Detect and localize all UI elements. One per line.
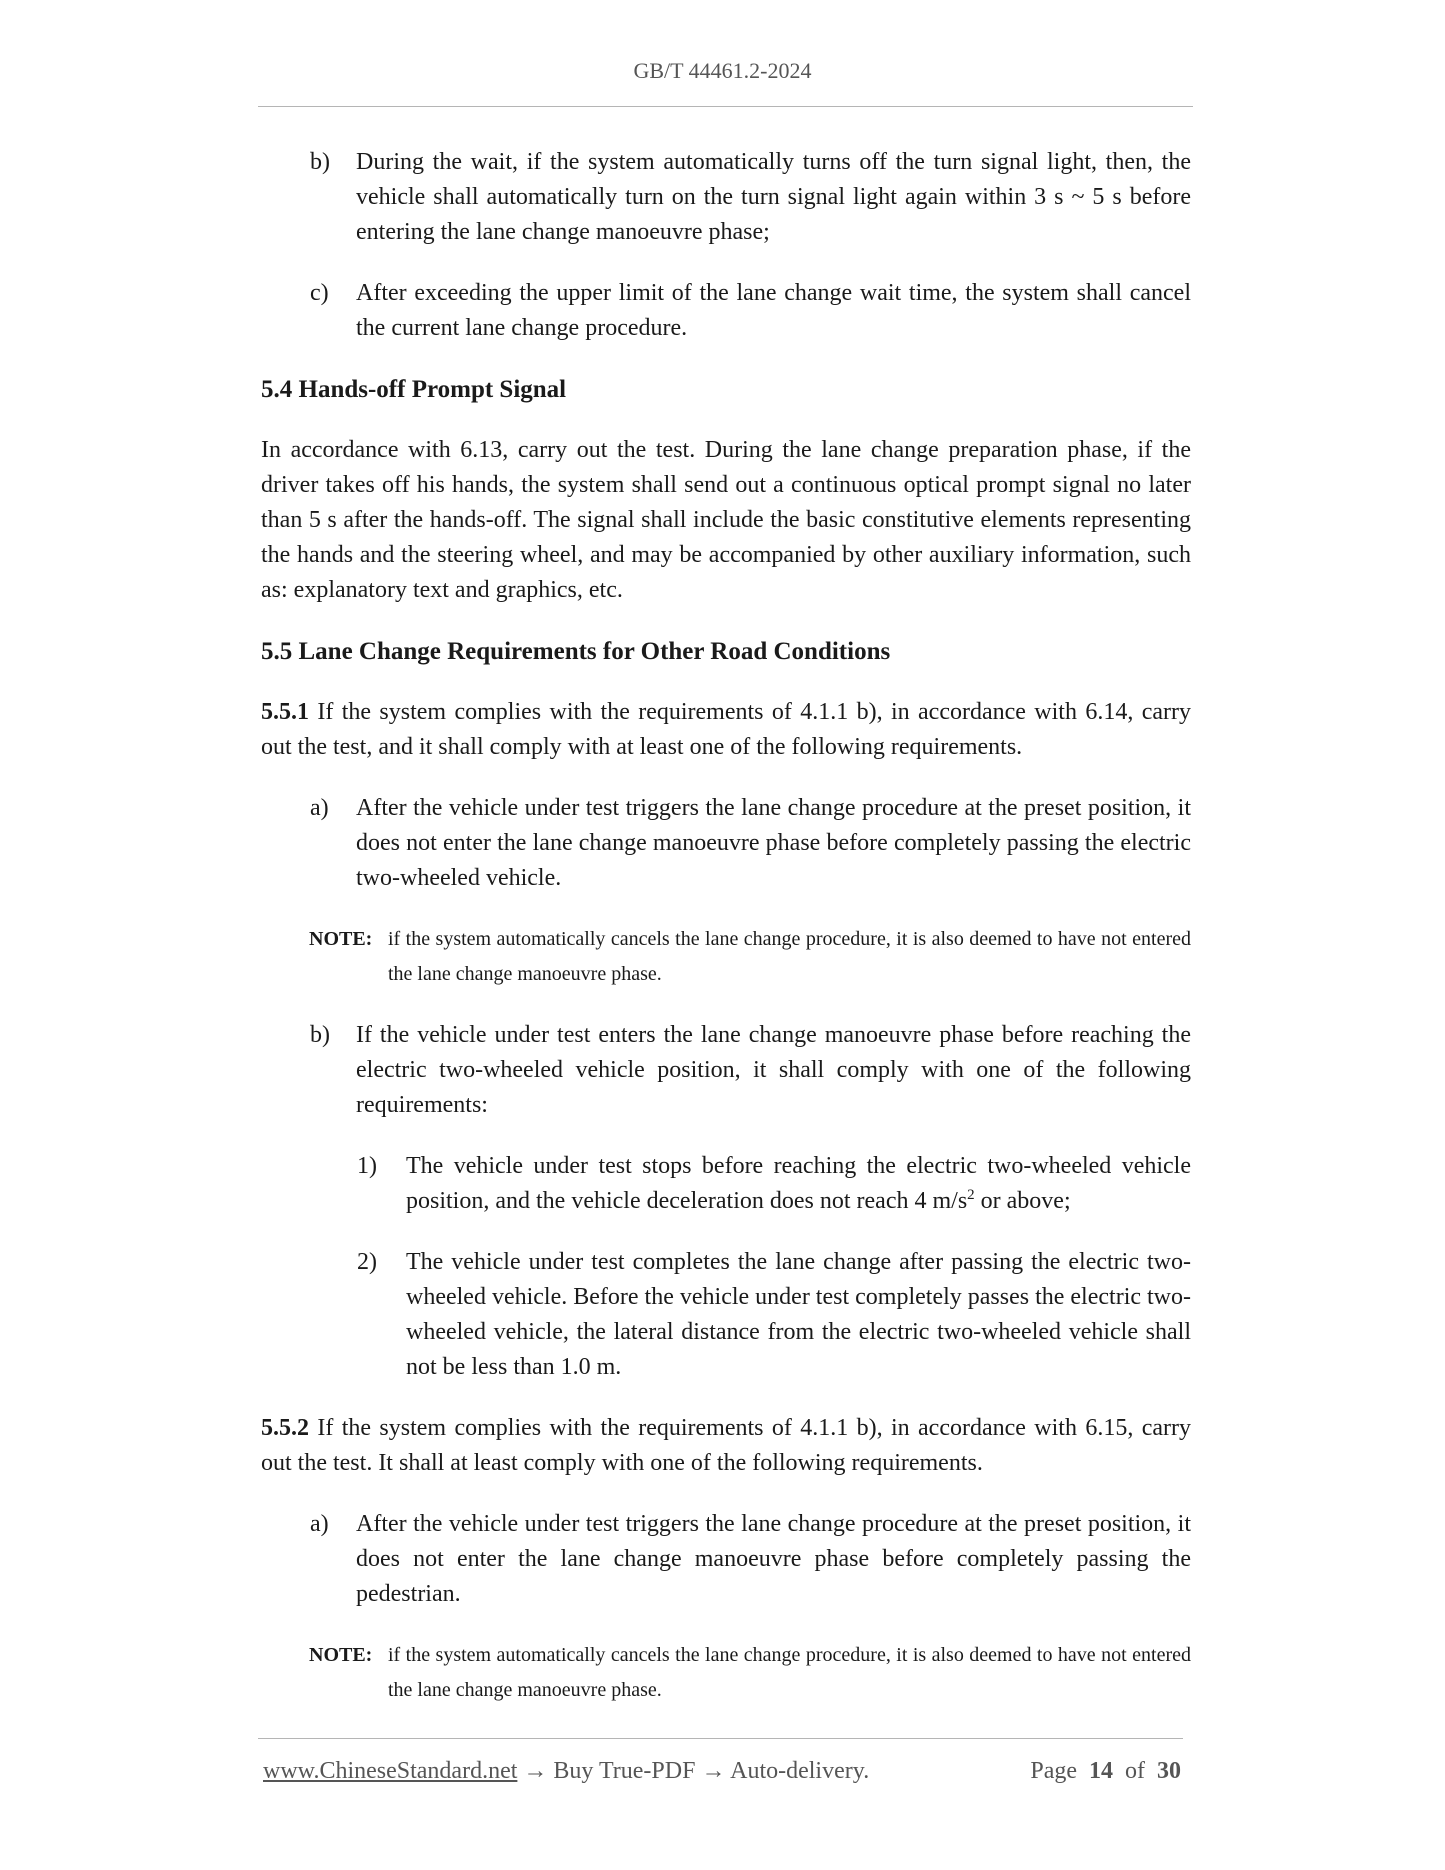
clause-text: If the system complies with the requirements of 4.1.1 b), in accordance with 6.14, carry out the test, and it shall comply with at least one of the following requirements. bbox=[261, 699, 1191, 760]
list-item-a bbox=[261, 791, 1191, 896]
footer-divider bbox=[258, 1738, 1183, 1739]
list-text: After exceeding the upper limit of the lane change wait time, the system shall cancel the current lane change procedure. bbox=[356, 280, 1191, 341]
sublist-text: The vehicle under test stops before reaching the electric two-wheeled vehicle position, and the vehicle deceleration does not reach 4 m/s bbox=[406, 1153, 1191, 1214]
of-word: of bbox=[1125, 1758, 1145, 1784]
page-footer bbox=[263, 1758, 1181, 1785]
list-label: c) bbox=[310, 280, 329, 306]
note-text: if the system automatically cancels the lane change procedure, it is also deemed to have not entered the lane change manoeuvre phase. bbox=[388, 928, 1191, 985]
list-text: If the vehicle under test enters the lane change manoeuvre phase before reaching the electric two-wheeled vehicle position, it shall comply with one of the following requirements: bbox=[356, 1022, 1191, 1118]
sublist-item-2 bbox=[261, 1245, 1191, 1385]
list-label: b) bbox=[310, 1022, 330, 1048]
note-label: NOTE: bbox=[309, 928, 373, 950]
list-label: a) bbox=[310, 795, 329, 821]
list-item-c bbox=[261, 276, 1191, 346]
sublist-item-1 bbox=[261, 1149, 1191, 1219]
section-5-4-heading: 5.4 Hands-off Prompt Signal bbox=[261, 376, 567, 403]
page-word: Page bbox=[1030, 1758, 1077, 1784]
section-5-4-text: In accordance with 6.13, carry out the test. During the lane change preparation phase, if the driver takes off his hands, the system shall send out a continuous optical prompt signal no later than 5 s after the hands-off. The signal shall include the basic constitutive elements representing the hands and the steering wheel, and may be accompanied by other auxiliary information, such as: explanatory text and graphics, etc. bbox=[261, 437, 1191, 603]
sublist-text: The vehicle under test completes the lane change after passing the electric two-wheeled vehicle. Before the vehicle under test completely passes the electric two-wheeled vehicle, the lateral distance from the electric two-wheeled vehicle shall not be less than 1.0 m. bbox=[406, 1249, 1192, 1380]
page-number: 14 bbox=[1089, 1758, 1113, 1784]
superscript: 2 bbox=[967, 1187, 975, 1203]
list-item-b bbox=[261, 145, 1191, 250]
list-text: After the vehicle under test triggers the lane change procedure at the preset position, it does not enter the lane change manoeuvre phase before completely passing the pedestrian. bbox=[356, 1511, 1191, 1607]
page-body bbox=[261, 145, 1191, 1734]
page-header: GB/T 44461.2-2024 bbox=[633, 58, 812, 83]
sublist-text-end: or above; bbox=[974, 1188, 1071, 1214]
sublist-label: 1) bbox=[357, 1153, 377, 1179]
list-text: After the vehicle under test triggers the lane change procedure at the preset position, it does not enter the lane change manoeuvre phase before completely passing the electric two-wheeled vehicle. bbox=[356, 795, 1191, 891]
note-text: if the system automatically cancels the lane change procedure, it is also deemed to have not entered the lane change manoeuvre phase. bbox=[388, 1644, 1191, 1701]
clause-5-5-2 bbox=[261, 1411, 1191, 1481]
page-indicator bbox=[1030, 1758, 1181, 1785]
note-label: NOTE: bbox=[309, 1644, 373, 1666]
header-divider bbox=[258, 106, 1193, 107]
section-5-5-heading: 5.5 Lane Change Requirements for Other Road Conditions bbox=[261, 638, 891, 665]
footer-tagline: → Buy True-PDF → Auto-delivery. bbox=[517, 1758, 870, 1784]
list-label: b) bbox=[310, 149, 330, 175]
page-total: 30 bbox=[1157, 1758, 1181, 1784]
sublist-label: 2) bbox=[357, 1249, 377, 1275]
note bbox=[261, 922, 1191, 992]
list-text: During the wait, if the system automatically turns off the turn signal light, then, the vehicle shall automatically turn on the turn signal light again within 3 s ~ 5 s before entering the lane change manoeuvre phase; bbox=[356, 149, 1191, 245]
website-link[interactable]: www.ChineseStandard.net bbox=[263, 1758, 518, 1784]
list-item-a bbox=[261, 1507, 1191, 1612]
clause-5-5-1 bbox=[261, 695, 1191, 765]
clause-number: 5.5.1 bbox=[261, 699, 309, 725]
list-label: a) bbox=[310, 1511, 329, 1537]
clause-text: If the system complies with the requirements of 4.1.1 b), in accordance with 6.15, carry out the test. It shall at least comply with one of the following requirements. bbox=[261, 1415, 1191, 1476]
note bbox=[261, 1638, 1191, 1708]
list-item-b bbox=[261, 1018, 1191, 1123]
clause-number: 5.5.2 bbox=[261, 1415, 309, 1441]
